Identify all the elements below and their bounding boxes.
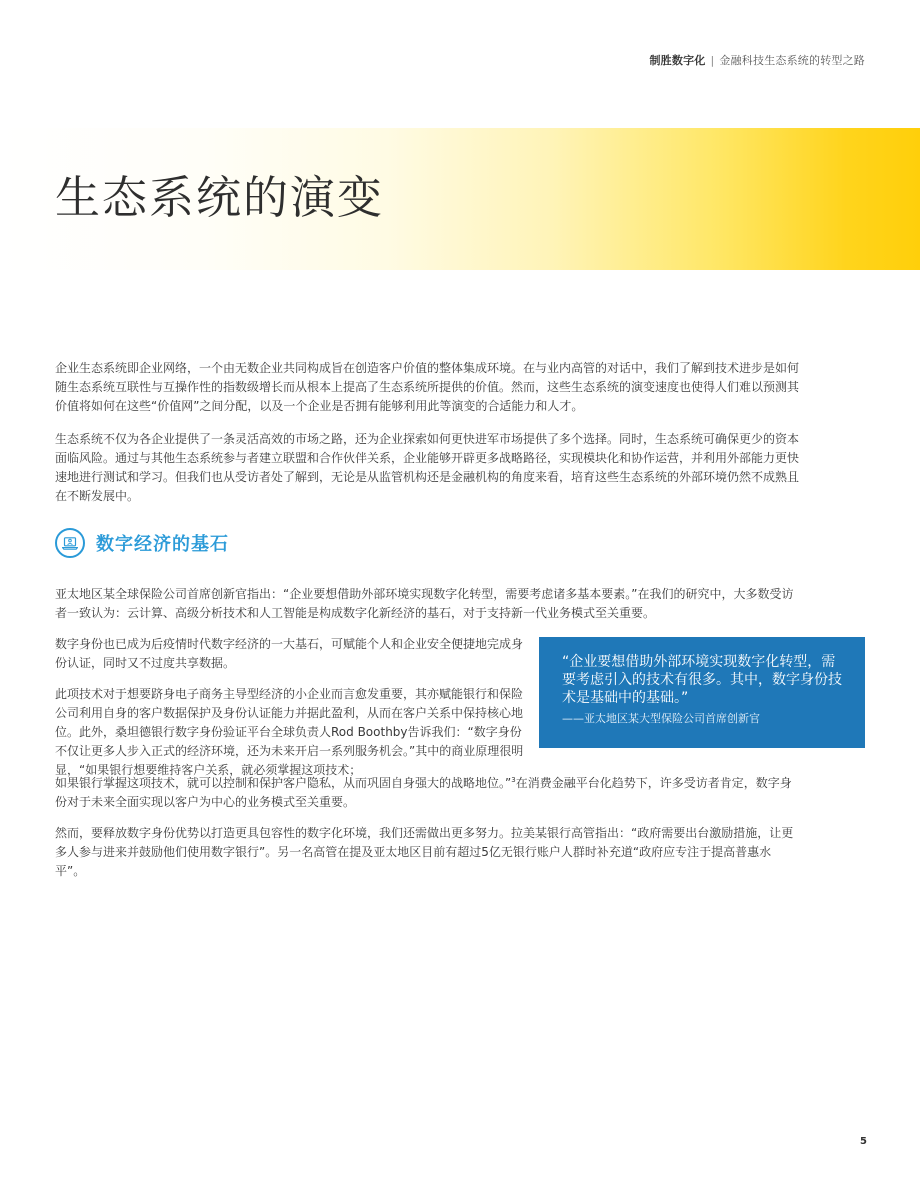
- body-paragraph-4: 数字身份也已成为后疫情时代数字经济的一大基石，可赋能个人和企业安全便捷地完成身份认证，同时又不过度共享数据。: [55, 637, 524, 670]
- intro-paragraph-1: 企业生态系统即企业网络，一个由无数企业共同构成旨在创造客户价值的整体集成环境。在与业内高管的对话中，我们了解到技术进步是如何随生态系统互联性与互操作性的指数级增长而从根本上提高了生态系统所提供的价值。然而，这些生态系统的演变速度也使得人们难以预测其价值将如何在这些“价值网”之间分配，以及一个企业是否拥有能够利用此等演变的合适能力和人才。: [55, 361, 800, 413]
- pull-quote-text: “企业要想借助外部环境实现数字化转型，需要考虑引入的技术有很多。其中，数字身份技术是基础中的基础。”: [562, 654, 842, 706]
- running-header: [649, 52, 865, 68]
- laptop-user-icon-graphic: [62, 537, 78, 550]
- body-paragraph-5b-text: 如果银行掌握这项技术，就可以控制和保护客户隐私，从而巩固自身强大的战略地位。”: [55, 776, 512, 790]
- laptop-user-icon: [55, 528, 85, 558]
- header-separator: |: [710, 54, 715, 67]
- page-number: 5: [860, 1136, 867, 1147]
- body-paragraph-6: 然而，要释放数字身份优势以打造更具包容性的数字化环境，我们还需做出更多努力。拉美某银行高管指出：“政府需要出台激励措施，让更多人参与进来并鼓励他们使用数字银行”。另一名高管在提及亚太地区目前有超过5亿无银行账户人群时补充道“政府应专注于提高普惠水平”。: [55, 826, 794, 878]
- body-paragraph-5c-text: 在消费金融平台化趋势下，许多受访者肯定，数字身份对于未来全面实现以客户为中心的业务模式至关重要。: [55, 776, 792, 809]
- hero-banner: [0, 128, 920, 270]
- header-subtitle: 金融科技生态系统的转型之路: [719, 54, 865, 67]
- page-title: 生态系统的演变: [55, 171, 385, 224]
- section-heading: [55, 525, 229, 561]
- body-paragraph-5a: 此项技术对于想要跻身电子商务主导型经济的小企业而言愈发重要，其亦赋能银行和保险公司利用自身的客户数据保护及身份认证能力并据此盈利，从而在客户关系中保持核心地位。此外，桑坦德银行数字身份验证平台全球负责人Rod Boothby告诉我们：“数字身份不仅让更多人步入正式的经济环境，还为未来开启一系列服务机会。”其中的商业原理很明显，“如果银行想要维持客户关系，就必须掌握这项技术；: [55, 687, 524, 777]
- footnote-reference: 3: [511, 776, 516, 784]
- section-title: 数字经济的基石: [96, 534, 229, 555]
- body-paragraph-3: 亚太地区某全球保险公司首席创新官指出：“企业要想借助外部环境实现数字化转型，需要考虑诸多基本要素。”在我们的研究中，大多数受访者一致认为：云计算、高级分析技术和人工智能是构成数字化新经济的基石，对于支持新一代业务模式至关重要。: [55, 587, 794, 620]
- intro-paragraph-2: 生态系统不仅为各企业提供了一条灵活高效的市场之路，还为企业探索如何更快进军市场提供了多个选择。同时，生态系统可确保更少的资本面临风险。通过与其他生态系统参与者建立联盟和合作伙伴关系，企业能够开辟更多战略路径，实现模块化和协作运营，并利用外部能力更快速地进行测试和学习。但我们也从受访者处了解到，无论是从监管机构还是金融机构的角度来看，培育这些生态系统的外部环境仍然不成熟且在不断发展中。: [55, 432, 800, 503]
- pull-quote: [539, 637, 865, 748]
- body-paragraph-5b: [55, 774, 800, 812]
- pull-quote-source: ——亚太地区某大型保险公司首席创新官: [562, 712, 760, 725]
- header-brand: 制胜数字化: [649, 54, 706, 67]
